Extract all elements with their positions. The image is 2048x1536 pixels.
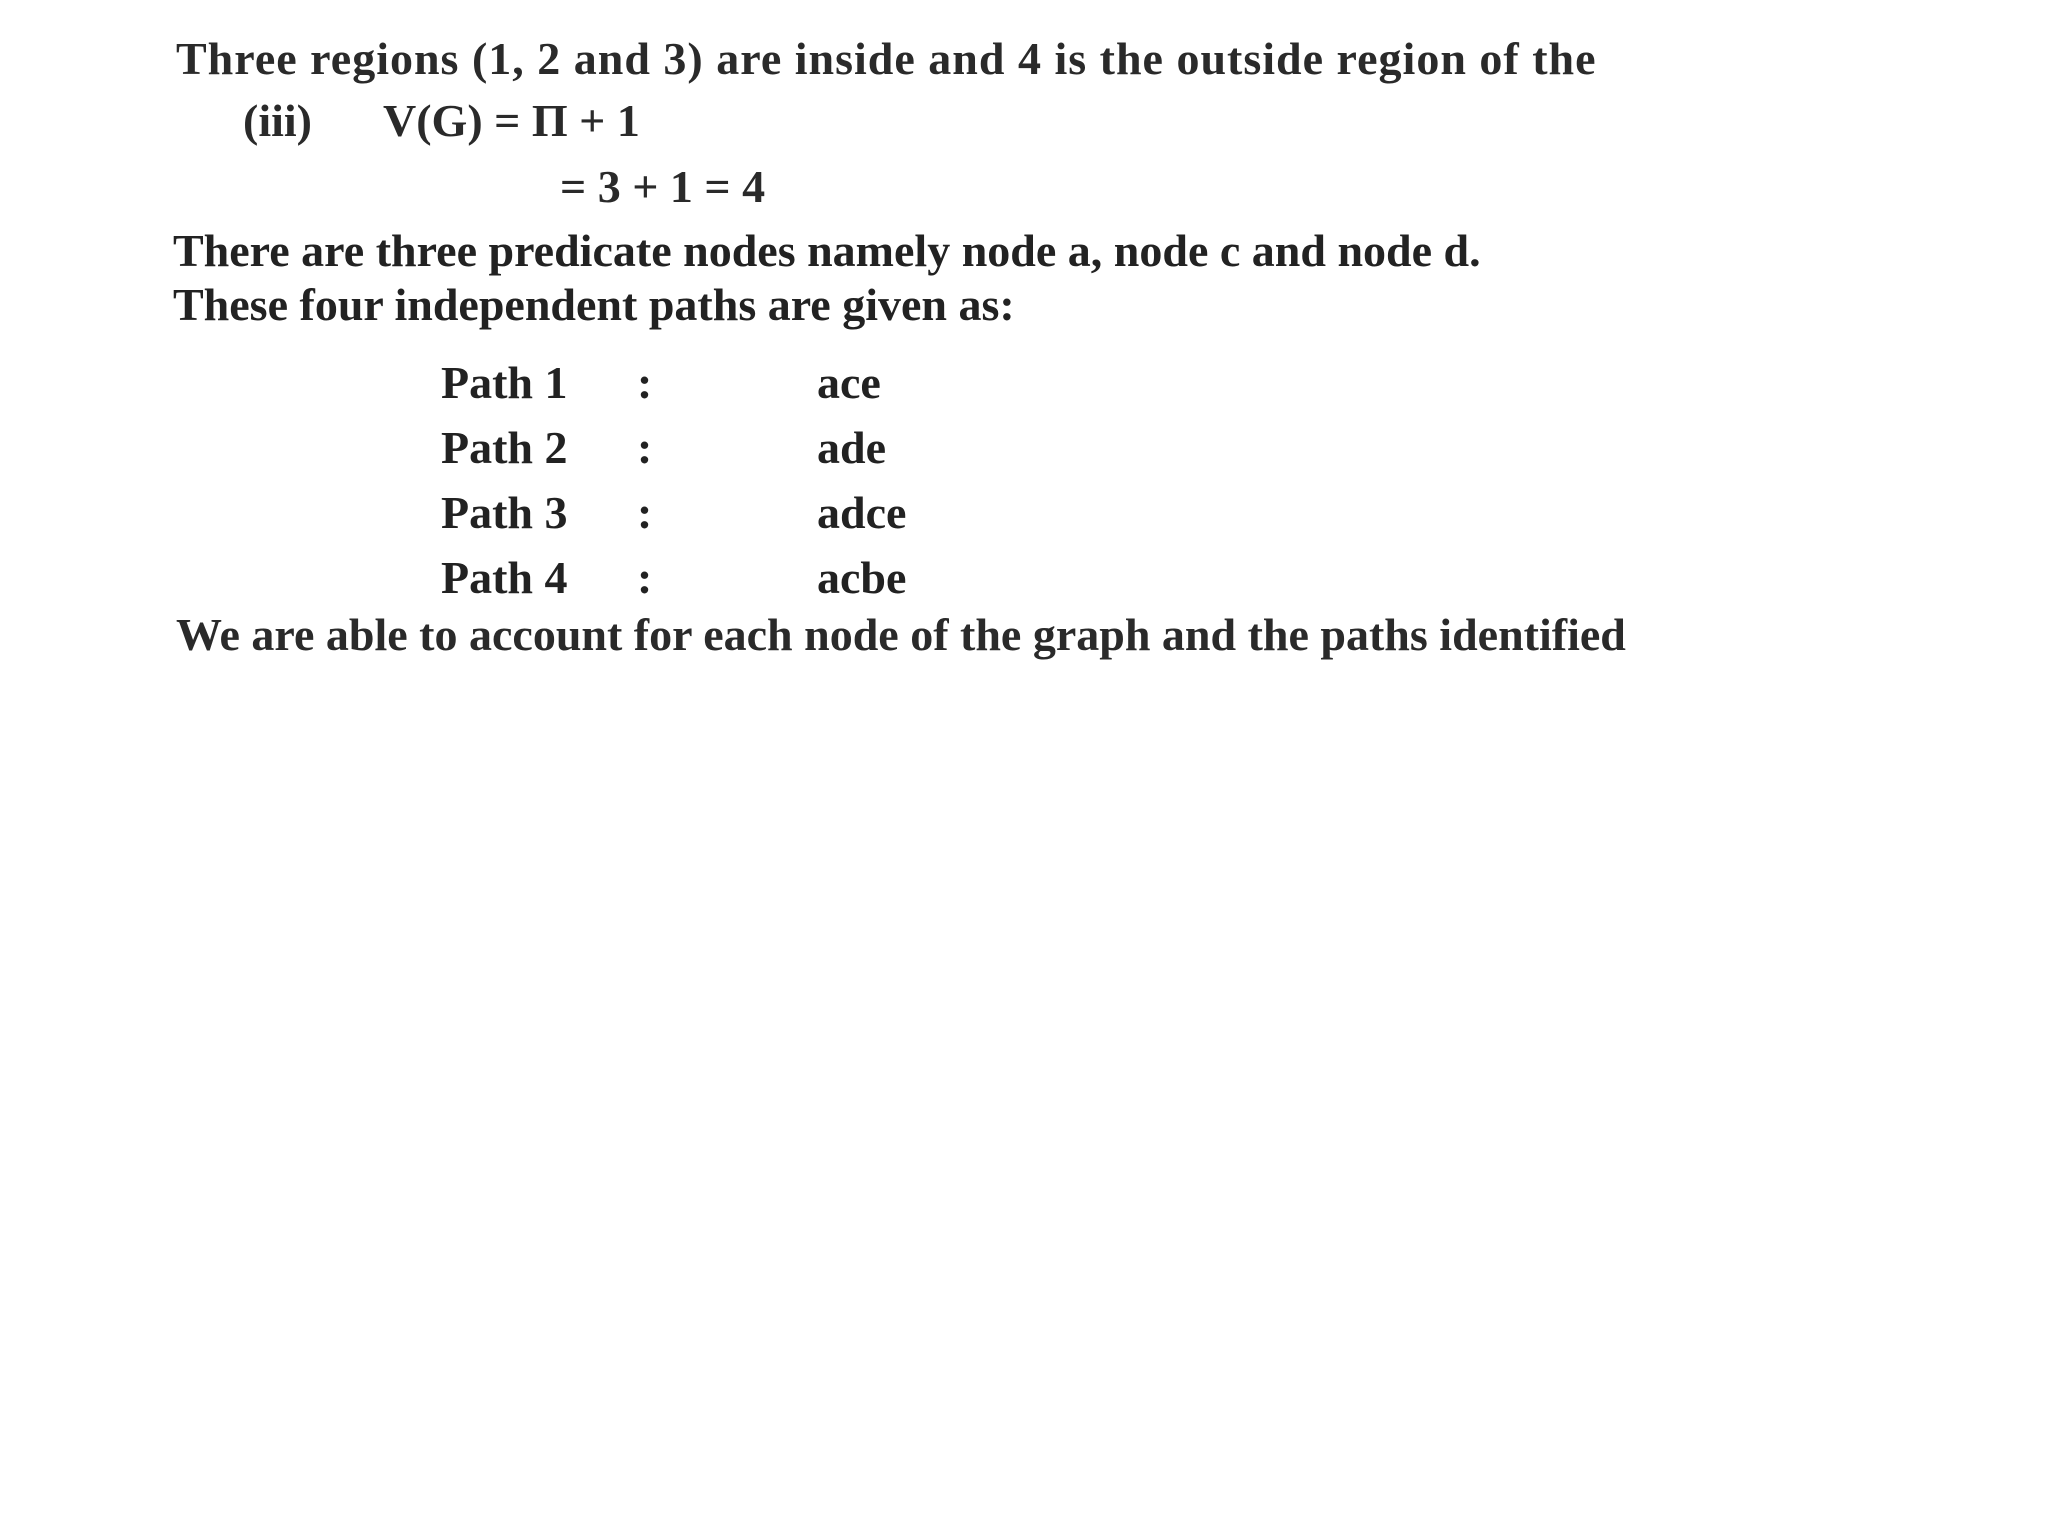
path-label: Path 1 xyxy=(441,357,568,408)
paragraph-line-1: There are three predicate nodes namely node a, node c and node d. xyxy=(173,225,1481,276)
equation-line-2: = 3 + 1 = 4 xyxy=(560,161,766,212)
path-colon: : xyxy=(637,552,653,603)
path-value: ace xyxy=(817,357,881,408)
paragraph-line-2: These four independent paths are given as: xyxy=(173,279,1015,330)
cut-off-top-text: Three regions (1, 2 and 3) are inside and 4 is the outside region of the xyxy=(176,33,1597,84)
equation-label: (iii) xyxy=(243,95,312,146)
cut-off-bottom-line xyxy=(176,608,1916,660)
cut-off-top-line xyxy=(176,33,1956,88)
equation-line-1 xyxy=(243,94,640,147)
path-value: ade xyxy=(817,422,886,473)
path-label: Path 3 xyxy=(441,487,568,538)
path-colon: : xyxy=(637,487,653,538)
path-value: acbe xyxy=(817,552,907,603)
path-label: Path 2 xyxy=(441,422,568,473)
path-colon: : xyxy=(637,357,653,408)
path-value: adce xyxy=(817,487,907,538)
equation-expression: V(G) = Π + 1 xyxy=(383,95,640,146)
cut-off-bottom-text: We are able to account for each node of the graph and the paths identified xyxy=(176,609,1626,660)
path-colon: : xyxy=(637,422,653,473)
path-label: Path 4 xyxy=(441,552,568,603)
